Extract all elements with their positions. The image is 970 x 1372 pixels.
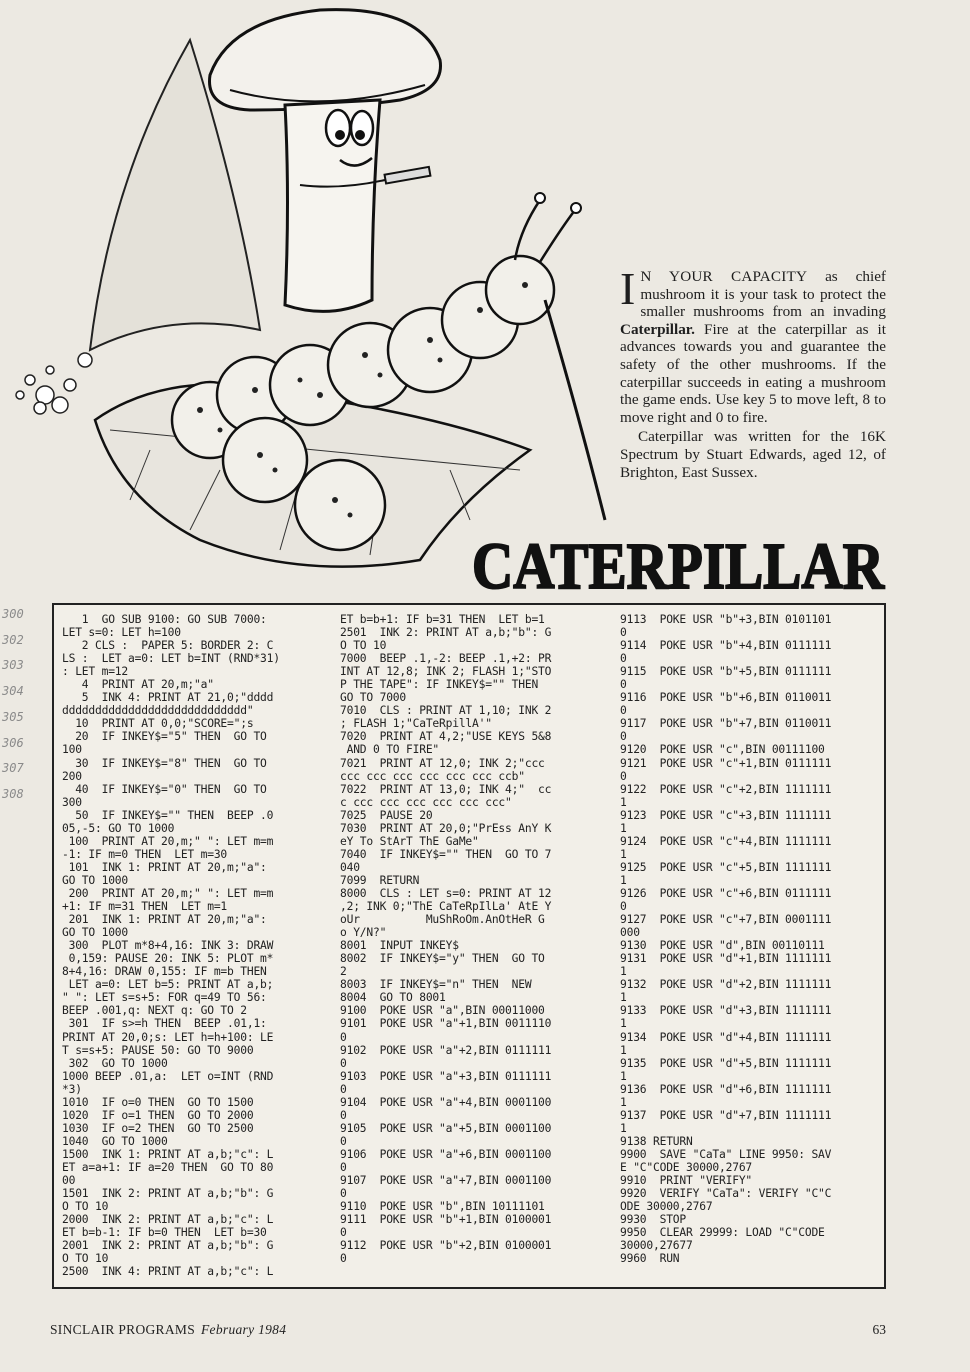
- listing-column-3: 9113 POKE USR "b"+3,BIN 0101101 0 9114 POKE USR "b"+4,BIN 0111111 0 9115 POKE USR "b"+5,BIN 0111111 0 9116 POKE USR "b"+6,BIN 0110011 0 9117 POKE USR "b"+7,BIN 0110011 0 9120 POKE USR "c",BIN 00111100 9121 POKE USR "c"+1,BIN 0111111 0 9122 POKE USR "c"+2,BIN 1111111 1 9123 POKE USR "c"+3,BIN 1111111 1 9124 POKE USR "c"+4,BIN 1111111 1 9125 POKE USR "c"+5,BIN 1111111 1 9126 POKE USR "c"+6,BIN 0111111 0 9127 POKE USR "c"+7,BIN 0001111 000 9130 POKE USR "d",BIN 00110111 9131 POKE USR "d"+1,BIN 1111111 1 9132 POKE USR "d"+2,BIN 1111111 1 9133 POKE USR "d"+3,BIN 1111111 1 9134 POKE USR "d"+4,BIN 1111111 1 9135 POKE USR "d"+5,BIN 1111111 1 9136 POKE USR "d"+6,BIN 1111111 1 9137 POKE USR "d"+7,BIN 1111111 1 9138 RETURN 9900 SAVE "CaTa" LINE 9950: SAV E "C"CODE 30000,2767 9910 PRINT "VERIFY" 9920 VERIFY "CaTa": VERIFY "C"C ODE 30000,2767 9930 STOP 9950 CLEAR 29999: LOAD "C"CODE 30000,27677 9960 RUN: [620, 613, 832, 1266]
- margin-note: 306: [2, 735, 24, 750]
- page-number: 63: [872, 1322, 886, 1337]
- program-listing: [52, 603, 886, 1289]
- listing-column-1: 1 GO SUB 9100: GO SUB 7000: LET s=0: LET h=100 2 CLS : PAPER 5: BORDER 2: C LS : LET a=0: LET b=INT (RND*31) : LET m=12 4 PRINT AT 20,m;"a" 5 INK 4: PRINT AT 21,0;"dddd dddddddddddddddddddddddddddd" 10 PRINT AT 0,0;"SCORE=";s 20 IF INKEY$="5" THEN GO TO 100 30 IF INKEY$="8" THEN GO TO 200 40 IF INKEY$="0" THEN GO TO 300 50 IF INKEY$="" THEN BEEP .0 05,-5: GO TO 1000 100 PRINT AT 20,m;" ": LET m=m -1: IF m=0 THEN LET m=30 101 INK 1: PRINT AT 20,m;"a": GO TO 1000 200 PRINT AT 20,m;" ": LET m=m +1: IF m=31 THEN LET m=1 201 INK 1: PRINT AT 20,m;"a": GO TO 1000 300 PLOT m*8+4,16: INK 3: DRAW 0,159: PAUSE 20: INK 5: PLOT m* 8+4,16: DRAW 0,155: IF m=b THEN LET a=0: LET b=5: PRINT AT a,b; " ": LET s=s+5: FOR q=49 TO 56: BEEP .001,q: NEXT q: GO TO 2 301 IF s>=h THEN BEEP .01,1: PRINT AT 20,0;s: LET h=h+100: LE T s=s+5: PAUSE 50: GO TO 9000 302 GO TO 1000 1000 BEEP .01,a: LET o=INT (RND *3) 1010 IF o=0 THEN GO TO 1500 1020 IF o=1 THEN GO TO 2000 1030 IF o=2 THEN GO TO 2500 1040 GO TO 1000 1500 INK 1: PRINT AT a,b;"c": L ET a=a+1: IF a=20 THEN GO TO 80 00 1501 INK 2: PRINT AT a,b;"b": G O TO 10 2000 INK 2: PRINT AT a,b;"c": L ET b=b-1: IF b=0 THEN LET b=30 2001 INK 2: PRINT AT a,b;"b": G O TO 10 2500 INK 4: PRINT AT a,b;"c": L: [62, 613, 280, 1279]
- margin-note: 302: [2, 632, 24, 647]
- article-title: [466, 526, 890, 602]
- issue-date: February 1984: [201, 1322, 287, 1337]
- pencil-margin-notes: [2, 602, 52, 808]
- intro-dropcap: I: [620, 263, 636, 314]
- intro-bold: Caterpillar.: [620, 320, 695, 338]
- margin-note: 305: [2, 709, 24, 724]
- margin-note: 300: [2, 607, 24, 621]
- intro-text-2: Fire at the caterpillar as it advances towards you and guarantee the safety of the other mushrooms. If the caterpillar succeeds in eating a mushroom the game ends. Use key 5 to move left, 8 to move right and 0 to fire.: [620, 320, 886, 426]
- margin-note: 308: [2, 786, 24, 801]
- margin-note: 304: [2, 684, 24, 699]
- page-footer: [50, 1322, 886, 1342]
- article-intro: [620, 263, 886, 481]
- credit: Caterpillar was written for the 16K Spectrum by Stuart Edwards, aged 12, of Brighton, East Sussex.: [620, 428, 886, 481]
- title-text: CATERPILLAR: [472, 530, 886, 603]
- margin-note: 307: [2, 761, 24, 776]
- intro-lead: N YOUR CAPACITY: [640, 268, 808, 285]
- publication-line: [50, 1322, 286, 1338]
- intro-text: as chief mushroom it is your task to protect the smaller mushrooms from an invading: [640, 268, 886, 321]
- listing-column-2: ET b=b+1: IF b=31 THEN LET b=1 2501 INK 2: PRINT AT a,b;"b": G O TO 10 7000 BEEP .1,-2: BEEP .1,+2: PR INT AT 12,8; INK 2; FLASH 1;"STO P THE TAPE": IF INKEY$="" THEN GO TO 7000 7010 CLS : PRINT AT 1,10; INK 2 ; FLASH 1;"CaTeRpillA'" 7020 PRINT AT 4,2;"USE KEYS 5&8 AND 0 TO FIRE" 7021 PRINT AT 12,0; INK 2;"ccc ccc ccc ccc ccc ccc ccc ccb" 7022 PRINT AT 13,0; INK 4;" cc c ccc ccc ccc ccc ccc ccc" 7025 PAUSE 20 7030 PRINT AT 20,0;"PrEss AnY K eY To StArT ThE GaMe" 7040 IF INKEY$="" THEN GO TO 7 040 7099 RETURN 8000 CLS : LET s=0: PRINT AT 12 ,2; INK 0;"ThE CaTeRpIlLa' AtE Y oUr MuShRoOm.AnOtHeR G o Y/N?" 8001 INPUT INKEY$ 8002 IF INKEY$="y" THEN GO TO 2 8003 IF INKEY$="n" THEN NEW 8004 GO TO 8001 9100 POKE USR "a",BIN 00011000 9101 POKE USR "a"+1,BIN 0011110 0 9102 POKE USR "a"+2,BIN 0111111 0 9103 POKE USR "a"+3,BIN 0111111 0 9104 POKE USR "a"+4,BIN 0001100 0 9105 POKE USR "a"+5,BIN 0001100 0 9106 POKE USR "a"+6,BIN 0001100 0 9107 POKE USR "a"+7,BIN 0001100 0 9110 POKE USR "b",BIN 10111101 9111 POKE USR "b"+1,BIN 0100001 0 9112 POKE USR "b"+2,BIN 0100001 0: [340, 613, 552, 1266]
- publication-name: SINCLAIR PROGRAMS: [50, 1322, 196, 1337]
- mushroom-caterpillar-illustration: [0, 0, 620, 600]
- margin-note: 303: [2, 658, 24, 673]
